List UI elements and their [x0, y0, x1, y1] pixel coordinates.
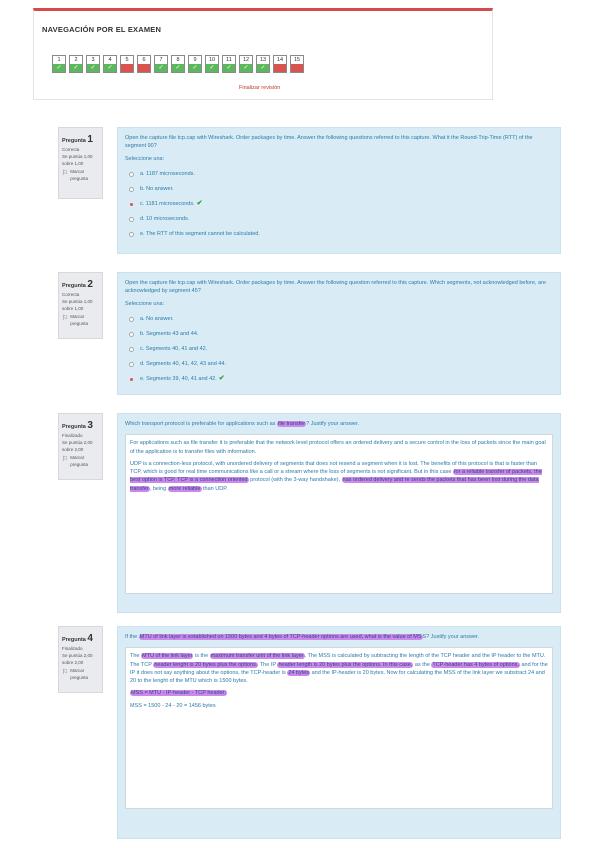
question-content-4 — [117, 626, 561, 839]
question-button-number: 13 — [259, 57, 267, 63]
question-button-number: 7 — [159, 57, 163, 63]
answer-option[interactable] — [125, 227, 553, 242]
highlight: file transfer — [277, 421, 306, 427]
option-label: d. 10 microseconds. — [140, 216, 190, 223]
highlight: MTU of link layer is established on 1500 bytes and 4 bytes of TCP-header options are used, what is the value of MS — [139, 634, 422, 640]
question-button-number: 1 — [57, 57, 61, 63]
question-button-number: 2 — [74, 57, 78, 63]
question-state: Finalizado — [62, 646, 83, 651]
question-label: Pregunta — [62, 424, 86, 430]
flag-icon: ⚐ — [62, 170, 69, 178]
flag-question-button[interactable] — [62, 668, 99, 682]
option-label: e. The RTT of this segment cannot be calculated. — [140, 231, 260, 238]
nav-title: NAVEGACIÓN POR EL EXAMEN — [42, 25, 162, 34]
check-icon: ✓ — [70, 64, 82, 72]
options-2 — [125, 312, 553, 387]
incorrect-marker — [138, 64, 150, 72]
incorrect-marker — [121, 64, 133, 72]
question-content-1 — [117, 127, 561, 254]
question-score: Se puntúa 2,00 sobre 2,00 — [62, 652, 93, 665]
radio-button[interactable] — [130, 203, 133, 206]
answer-option[interactable] — [125, 167, 553, 182]
radio-button[interactable] — [129, 172, 134, 177]
question-label: Pregunta — [62, 283, 86, 289]
check-icon: ✓ — [206, 64, 218, 72]
option-label: b. No answer. — [140, 186, 174, 193]
question-content-3 — [117, 413, 561, 613]
question-button-number: 3 — [91, 57, 95, 63]
quiz-navigation-block — [33, 8, 493, 100]
question-text: If the MTU of link layer is established on 1500 bytes and 4 bytes of TCP-header options are used, what is the value of MSS? Justify your answer. — [125, 634, 480, 640]
answer-paragraph: UDP is a connection-less protocol, with unordered delivery of segments that does not resend a segment when it is lost. The benefits of this protocol is that is faster than TCP, which is good for real time communications like a call or a stream where the loss of segments is not significant. But in this case for a reliable transfer of packets, the best option is TCP. TCP is a connection oriented protocol (with the 3-way handshake), has ordered delivery and re sends the packets that has been lost during the data transfer, being more reliable than UDP. — [130, 460, 542, 492]
options-1 — [125, 167, 553, 242]
radio-button[interactable] — [129, 317, 134, 322]
option-label: a. No answer. — [140, 316, 174, 323]
check-icon: ✓ — [87, 64, 99, 72]
radio-button[interactable] — [129, 217, 134, 222]
question-label: Pregunta — [62, 637, 86, 643]
radio-button[interactable] — [129, 332, 134, 337]
question-score: Se puntúa 1,00 sobre 1,00 — [62, 298, 93, 311]
highlight: header length is 20 bytes plus the options. In this case, — [278, 661, 413, 668]
answer-option[interactable] — [125, 212, 553, 227]
flag-icon: ⚐ — [62, 315, 69, 323]
flag-icon: ⚐ — [62, 669, 69, 677]
highlight: TCP-header has 4 bytes of options, — [432, 661, 519, 668]
answer-option[interactable] — [125, 197, 553, 212]
answer-paragraph: MSS = 1500 - 24 - 20 = 1456 bytes — [130, 702, 216, 709]
answer-option[interactable] — [125, 182, 553, 197]
flag-question-button[interactable] — [62, 169, 99, 183]
answer-option[interactable] — [125, 372, 553, 387]
select-prompt: Seleccione una: — [125, 300, 165, 307]
option-label: b. Segments 43 and 44. — [140, 331, 199, 338]
answer-option[interactable] — [125, 357, 553, 372]
question-button-number: 9 — [193, 57, 197, 63]
question-state: Finalizado — [62, 433, 83, 438]
question-state: Correcta — [62, 147, 80, 152]
radio-button[interactable] — [129, 347, 134, 352]
question-label: Pregunta — [62, 138, 86, 144]
answer-paragraph — [130, 689, 548, 697]
question-button-number: 11 — [226, 57, 232, 63]
select-prompt: Seleccione una: — [125, 155, 165, 162]
question-score: Se puntúa 2,00 sobre 2,00 — [62, 439, 93, 452]
question-button-number: 15 — [293, 57, 301, 63]
question-text: Open the capture file tcp.cap with Wireshark. Order packages by time. Answer the following question referred to this capture. Which segments, not acknowledged before, are acknowledged by segment 45? — [125, 280, 546, 295]
question-button-5[interactable] — [120, 55, 134, 73]
incorrect-marker — [274, 64, 286, 72]
highlight: has ordered delivery and re sends the packets that has been lost during the data transfer — [130, 477, 539, 492]
highlight: more reliable — [168, 485, 201, 492]
question-button-3[interactable] — [86, 55, 100, 73]
question-number: 4 — [87, 633, 93, 644]
question-button-7[interactable] — [154, 55, 168, 73]
answer-textarea[interactable] — [125, 647, 553, 809]
answer-paragraph: For applications such as file transfer it is preferable that the network level protocol offers an ordered delivery and a secure control in the loss of packets since the main goal of the application is to transfer files with information. — [130, 440, 546, 455]
answer-option[interactable] — [125, 342, 553, 357]
question-button-8[interactable] — [171, 55, 185, 73]
question-button-number: 14 — [276, 57, 284, 63]
highlight: maximum transfer unit of the link layer — [210, 653, 304, 660]
question-button-number: 6 — [142, 57, 146, 63]
flag-question-button[interactable] — [62, 455, 99, 469]
radio-button[interactable] — [129, 187, 134, 192]
question-button-14[interactable] — [273, 55, 287, 73]
radio-button[interactable] — [129, 362, 134, 367]
highlight: 24 bytes — [288, 669, 310, 676]
check-icon: ✔ — [218, 375, 225, 382]
question-button-10[interactable] — [205, 55, 219, 73]
question-info-1 — [58, 127, 103, 199]
question-button-number: 12 — [242, 57, 250, 63]
radio-button[interactable] — [129, 232, 134, 237]
option-label: c. 1181 microseconds. — [140, 201, 195, 208]
answer-option[interactable] — [125, 327, 553, 342]
check-icon: ✔ — [196, 200, 203, 207]
question-button-15[interactable] — [290, 55, 304, 73]
question-button-6[interactable] — [137, 55, 151, 73]
incorrect-marker — [291, 64, 303, 72]
highlight: header lenght is 20 bytes plus the options. — [154, 661, 258, 668]
option-label: e. Segments 39, 40, 41 and 42. — [140, 376, 217, 383]
question-buttons — [52, 55, 304, 73]
check-icon: ✓ — [223, 64, 235, 72]
flag-label: Marcar pregunta — [70, 314, 89, 326]
answer-option[interactable] — [125, 312, 553, 327]
question-text: Which transport protocol is preferable for applications such as file transfer? Justify your answer. — [125, 421, 360, 427]
question-button-number: 10 — [208, 57, 216, 63]
flag-question-button[interactable] — [62, 314, 99, 328]
finish-review-link[interactable]: Finalizar revisión — [239, 85, 281, 91]
highlight: for a reliable transfer of packets, the best option is TCP. TCP is a connection oriented — [130, 469, 542, 484]
check-icon: ✓ — [257, 64, 269, 72]
answer-textarea[interactable] — [125, 434, 553, 594]
question-button-9[interactable] — [188, 55, 202, 73]
check-icon: ✓ — [172, 64, 184, 72]
highlight: MSS = MTU - IP-header - TCP header; — [131, 690, 227, 697]
question-info-3 — [58, 413, 103, 480]
question-score: Se puntúa 1,00 sobre 1,00 — [62, 153, 93, 166]
question-button-2[interactable] — [69, 55, 83, 73]
check-icon: ✓ — [189, 64, 201, 72]
flag-label: Marcar pregunta — [70, 455, 89, 467]
option-label: c. Segments 40, 41 and 42. — [140, 346, 208, 353]
answer-paragraph: The MTU of the link layer is the maximum transfer unit of the link layer. The MSS is calculated by subtracting the length of the TCP header and the IP header to the MTU. The TCP header lenght is 20 bytes plus the options. The IP header length is 20 bytes plus the options. In this case, as the TCP-header has 4 bytes of options, and for the IP it does not say anything about the options, the TCP-header is 24 bytes and the IP-header is 20 bytes. Now for calculating the MSS of the link layer we substract 24 and 20 to the lenght of the MTU which is 1500 bytes. — [130, 653, 548, 684]
question-button-13[interactable] — [256, 55, 270, 73]
option-label: d. Segments 40, 41, 42, 43 and 44. — [140, 361, 226, 368]
question-number: 1 — [87, 134, 93, 145]
question-button-11[interactable] — [222, 55, 236, 73]
question-number: 2 — [87, 279, 93, 290]
check-icon: ✓ — [240, 64, 252, 72]
question-button-1[interactable] — [52, 55, 66, 73]
highlight: MTU of the link layer — [142, 653, 193, 660]
question-text: Open the capture file tcp.cap with Wireshark. Order packages by time. Answer the following questions referred to this capture. What it the Round-Trip-Time (RTT) of the segment 90? — [125, 135, 533, 150]
question-info-2 — [58, 272, 103, 339]
question-info-4 — [58, 626, 103, 693]
flag-label: Marcar pregunta — [70, 169, 89, 181]
flag-label: Marcar pregunta — [70, 668, 89, 680]
question-content-2 — [117, 272, 561, 395]
check-icon: ✓ — [155, 64, 167, 72]
radio-button[interactable] — [130, 378, 133, 381]
check-icon: ✓ — [53, 64, 65, 72]
flag-icon: ⚐ — [62, 456, 69, 464]
option-label: a. 1187 microseconds. — [140, 171, 195, 178]
question-number: 3 — [87, 420, 93, 431]
question-button-number: 4 — [108, 57, 112, 63]
question-button-number: 5 — [125, 57, 129, 63]
question-button-4[interactable] — [103, 55, 117, 73]
question-state: Correcta — [62, 292, 80, 297]
question-button-number: 8 — [176, 57, 180, 63]
question-button-12[interactable] — [239, 55, 253, 73]
check-icon: ✓ — [104, 64, 116, 72]
